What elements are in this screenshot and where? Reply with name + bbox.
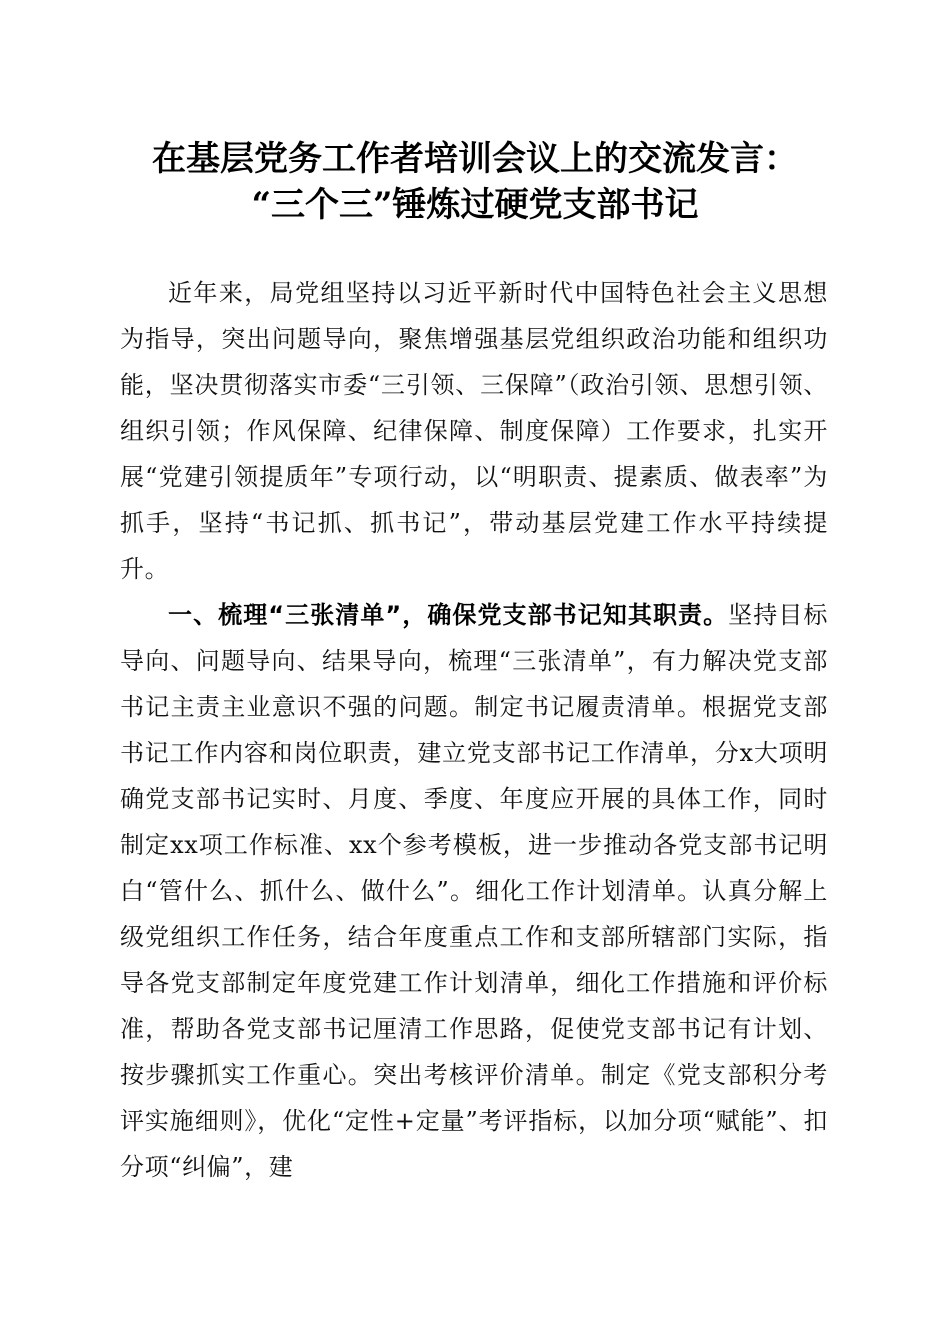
section-1-text: 坚持目标导向、问题导向、结果导向，梳理“三张清单”，有力解决党支部书记主责主业意识不强的问题。制定书记履责清单。根据党支部书记工作内容和岗位职责，建立党支部书记工作清单，分x大项明确党支部书记实时、月度、季度、年度应开展的具体工作，同时制定xx项工作标准、xx个参考模板，进一步推动各党支部书记明白“管什么、抓什么、做什么”。细化工作计划清单。认真分解上级党组织工作任务，结合年度重点工作和支部所辖部门实际，指导各党支部制定年度党建工作计划清单，细化工作措施和评价标准，帮助各党支部书记厘清工作思路，促使党支部书记有计划、按步骤抓实工作重心。突出考核评价清单。制定《党支部积分考评实施细则》，优化“定性+定量”考评指标，以加分项“赋能”、扣分项“纠偏”，建 <box>120 601 828 1181</box>
document-title-line-2: “三个三”锤炼过硬党支部书记 <box>251 185 699 225</box>
document-title-line-1: 在基层党务工作者培训会议上的交流发言： <box>152 139 798 179</box>
document-body <box>120 270 828 1190</box>
paragraph-intro-text: 近年来，局党组坚持以习近平新时代中国特色社会主义思想为指导，突出问题导向，聚焦增强基层党组织政治功能和组织功能，坚决贯彻落实市委“三引领、三保障”（政治引领、思想引领、组织引领；作风保障、纪律保障、制度保障）工作要求，扎实开展“党建引领提质年”专项行动，以“明职责、提素质、做表率”为抓手，坚持“书记抓、抓书记”，带动基层党建工作水平持续提升。 <box>120 279 828 583</box>
section-1-heading: 一、梳理“三张清单”，确保党支部书记知其职责。 <box>168 601 729 629</box>
paragraph-intro <box>120 270 828 592</box>
paragraph-section-1 <box>120 592 828 1190</box>
